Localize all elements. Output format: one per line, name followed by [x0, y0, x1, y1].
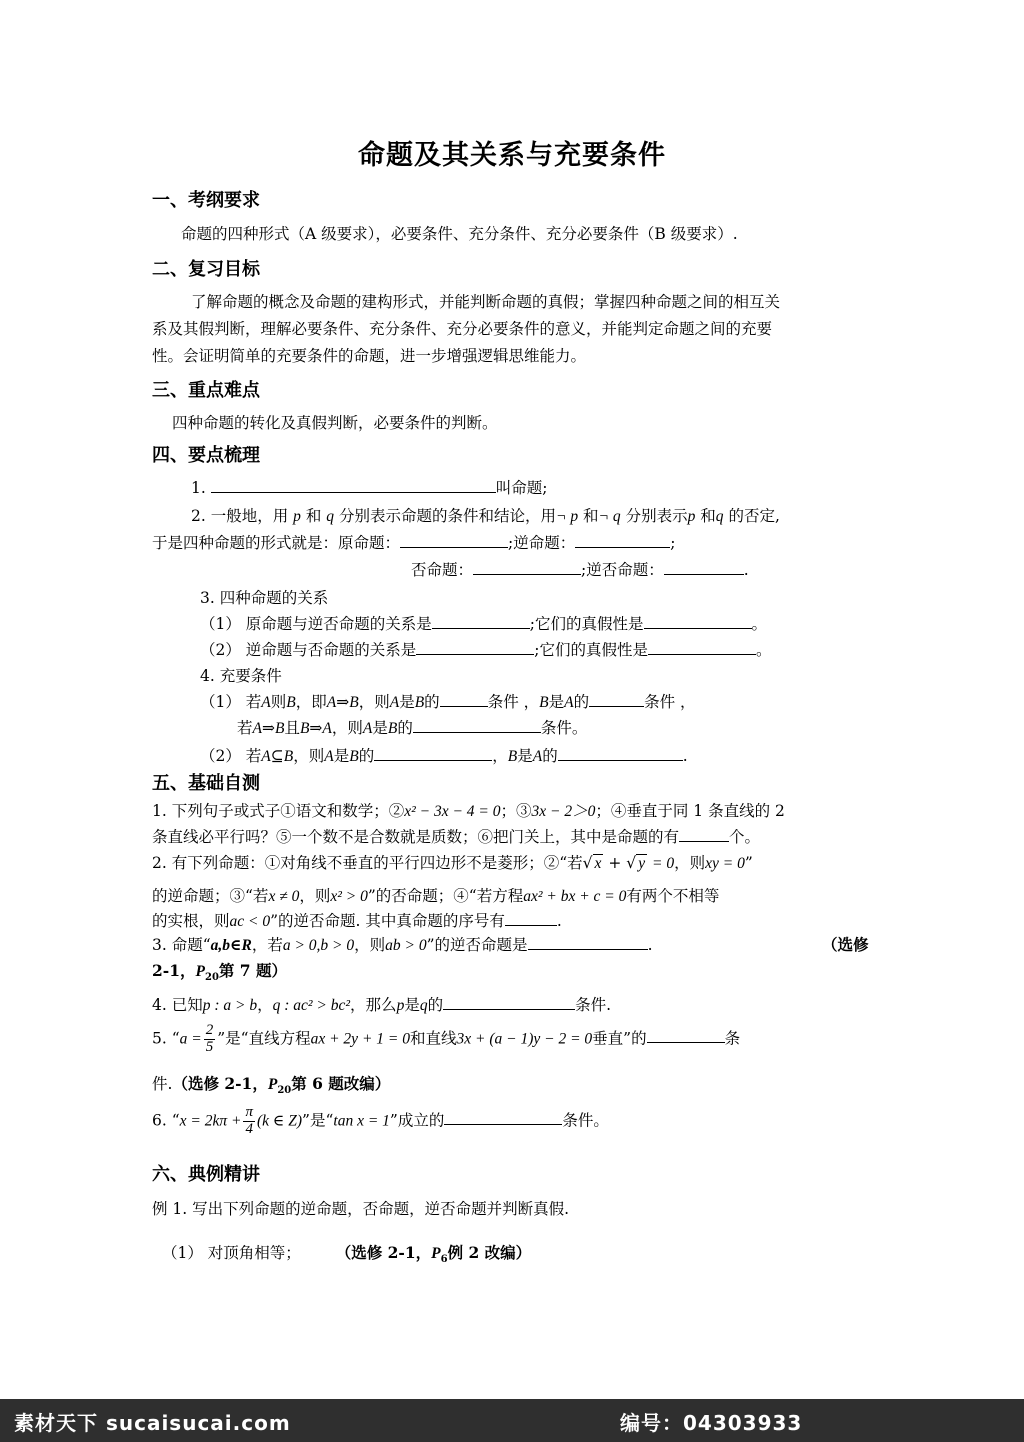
- text-run: ;: [670, 534, 676, 552]
- text-run: ，即: [295, 693, 327, 711]
- text-run: P: [267, 1076, 278, 1093]
- text-run: 有两个不相等: [626, 887, 720, 905]
- text-run: 是: [548, 693, 565, 711]
- q3-source-2: [152, 959, 287, 983]
- text-run: q: [326, 508, 335, 525]
- text-run: ，: [257, 996, 273, 1014]
- point-2-line-3: [411, 558, 749, 580]
- q3-source-1: （选修: [822, 935, 869, 954]
- text-run: ”的否命题；④“若方程: [367, 887, 524, 905]
- text-run: .: [743, 561, 749, 579]
- text-run: (k ∈ Z): [256, 1112, 303, 1130]
- text-run: ，则: [299, 887, 331, 905]
- q1-line-2: [152, 825, 760, 847]
- text-run: （1） 对顶角相等；: [162, 1244, 301, 1262]
- text-run: 的: [573, 693, 590, 711]
- text-run: ，则: [293, 747, 325, 765]
- section-3-text: 四种命题的转化及真假判断，必要条件的判断。: [172, 414, 498, 432]
- text-run: .: [647, 936, 653, 954]
- text-run: ”是“: [302, 1111, 334, 1130]
- text-run: 条: [724, 1029, 741, 1048]
- text-run: ，: [492, 747, 508, 765]
- point-4-1-line-2: [237, 716, 587, 738]
- text-run: .: [682, 747, 688, 765]
- text-run: ，则: [674, 854, 706, 872]
- subscript: 6: [440, 1254, 448, 1266]
- footer-code: 编号：04303933: [620, 1411, 803, 1435]
- fill-blank: [374, 745, 492, 761]
- text-run: 垂直”的: [592, 1029, 647, 1048]
- text-run: p: [396, 997, 405, 1014]
- text-run: 4: [245, 1120, 253, 1137]
- text-run: （2） 若: [200, 747, 262, 765]
- text-run: 2. 有下列命题：①对角线不垂直的平行四边形不是菱形；②“若: [152, 854, 583, 872]
- text-run: p : a > b: [202, 997, 258, 1014]
- text-run: a > 0,b > 0: [282, 937, 355, 954]
- fill-blank: [528, 934, 648, 950]
- section-heading-5: 五、基础自测: [152, 773, 260, 794]
- text-run: .: [556, 912, 562, 930]
- text-run: 的: [424, 693, 440, 711]
- fill-blank: [443, 994, 575, 1010]
- text-run: P: [431, 1245, 441, 1262]
- text-run: 5. “: [152, 1029, 180, 1048]
- text-run: （1） 原命题与逆否命题的关系是: [200, 615, 432, 633]
- text-run: （选修 2-1，: [335, 1243, 432, 1262]
- text-run: B: [539, 694, 549, 711]
- q2-line-3: [152, 909, 562, 931]
- text-run: 的: [397, 719, 413, 737]
- text-run: ，若: [251, 936, 283, 954]
- text-run: （选修 2-1，: [172, 1074, 268, 1093]
- point-2-line-1: [191, 504, 780, 526]
- text-run: y: [638, 855, 646, 872]
- fill-blank: [505, 910, 557, 926]
- text-run: 是: [404, 996, 420, 1014]
- text-run: q : ac² > bc²: [272, 997, 351, 1014]
- footer-site: 素材天下 sucaisucai.com: [14, 1411, 291, 1435]
- fill-blank: [644, 613, 752, 629]
- text-run: ¬ q: [598, 508, 621, 525]
- text-run: 分别表示: [625, 507, 688, 525]
- fill-blank: [575, 532, 670, 548]
- fill-blank: [664, 559, 744, 575]
- text-run: 条件。: [540, 719, 588, 737]
- text-run: A: [389, 694, 400, 711]
- fill-blank: [413, 717, 541, 733]
- text-run: q: [715, 508, 724, 525]
- text-run: ax² + bx + c = 0: [523, 888, 627, 905]
- q1-line-1: [152, 799, 785, 821]
- section-heading-3: 三、重点难点: [152, 380, 260, 401]
- text-run: p: [687, 508, 696, 525]
- watermark-footer: [0, 1399, 1024, 1442]
- text-run: ，则: [358, 693, 390, 711]
- text-run: 叫命题;: [495, 479, 548, 497]
- text-run: （2） 逆命题与否命题的关系是: [200, 641, 417, 659]
- text-run: A: [362, 720, 373, 737]
- text-run: 条件 ，: [644, 693, 696, 711]
- text-run: ac < 0: [229, 913, 271, 930]
- text-run: ”是“直线方程: [217, 1029, 311, 1048]
- text-run: B⇒A: [299, 720, 332, 737]
- text-run: 于是四种命题的形式就是：原命题：: [152, 534, 401, 552]
- fill-blank: [432, 613, 530, 629]
- text-run: 3. 命题“: [152, 936, 211, 954]
- text-run: 2-1，: [152, 961, 196, 980]
- text-run: B: [507, 748, 518, 765]
- text-run: 3x + (a − 1)y − 2 = 0: [456, 1030, 593, 1048]
- text-run: 2: [205, 1022, 214, 1038]
- text-run: ”的逆否命题. 其中真命题的序号有: [270, 912, 505, 930]
- text-run: 个。: [729, 828, 761, 846]
- text-run: ;逆否命题：: [581, 561, 664, 579]
- text-run: 且: [284, 719, 300, 737]
- text-run: = 0: [652, 855, 675, 872]
- text-run: ，则: [354, 936, 386, 954]
- text-run: q: [419, 997, 428, 1014]
- text-run: ，那么: [350, 996, 397, 1014]
- text-run: 是: [372, 719, 388, 737]
- text-run: 是: [333, 747, 350, 765]
- text-run: （1） 若: [200, 693, 262, 711]
- text-run: 是: [517, 747, 533, 765]
- text-run: ”: [744, 854, 753, 872]
- fraction: [204, 1023, 216, 1056]
- text-run: 条直线必平行吗？⑤一个数不是合数就是质数；⑥把门关上，其中是命题的有: [152, 828, 680, 846]
- fill-blank: [211, 477, 496, 493]
- text-run: a =: [179, 1030, 202, 1048]
- text-run: ，则: [331, 719, 363, 737]
- point-3-2: [200, 638, 772, 660]
- text-run: 。: [751, 615, 768, 633]
- text-run: 的: [358, 747, 375, 765]
- q3-line-1: [152, 933, 653, 955]
- text-run: ”的逆否命题是: [426, 936, 528, 954]
- page-title: 命题及其关系与充要条件: [358, 140, 666, 171]
- q2-line-1: 2. 有下列命题：①对角线不垂直的平行四边形不是菱形；②“若√ x + √ y = 0，则xy = 0”: [152, 854, 753, 872]
- text-run: A: [564, 694, 574, 711]
- fill-blank: [648, 639, 756, 655]
- text-run: x = 2kπ +: [179, 1112, 242, 1130]
- text-run: ¬ p: [556, 508, 579, 525]
- text-run: 条件.: [575, 996, 612, 1014]
- q6-line: [152, 1105, 609, 1138]
- text-run: 分别表示命题的条件和结论，用: [338, 507, 556, 525]
- text-run: B: [387, 720, 398, 737]
- text-run: 件.: [152, 1075, 173, 1093]
- fill-blank: [416, 639, 534, 655]
- section-1-text: 命题的四种形式（A 级要求），必要条件、充分条件、充分必要条件（B 级要求）.: [181, 225, 738, 243]
- text-run: 是: [399, 693, 415, 711]
- text-group: [172, 1074, 391, 1097]
- text-run: 和: [583, 507, 599, 525]
- fraction: [243, 1105, 255, 1138]
- text-run: 第 6 题改编）: [291, 1074, 391, 1093]
- text-run: 否命题：: [411, 561, 474, 579]
- text-run: 的逆命题；③“若: [152, 887, 269, 905]
- text-run: 和直线: [409, 1029, 457, 1048]
- fill-blank: [679, 826, 729, 842]
- text-run: A: [532, 748, 543, 765]
- text-run: p: [293, 508, 301, 525]
- text-run: ;逆命题：: [508, 534, 576, 552]
- point-4: 4. 充要条件: [200, 667, 282, 685]
- example-1: 例 1. 写出下列命题的逆命题，否命题，逆否命题并判断真假.: [152, 1200, 570, 1218]
- text-run: 若: [237, 719, 253, 737]
- text-run: ;它们的真假性是: [534, 641, 649, 659]
- text-run: +: [608, 854, 622, 872]
- section-heading-1: 一、考纲要求: [152, 190, 260, 211]
- point-3-1: [200, 612, 767, 634]
- q5-line-2: [152, 1072, 390, 1096]
- text-run: 2. 一般地，用: [191, 507, 289, 525]
- q2-line-2: [152, 884, 719, 906]
- fill-blank: [444, 1109, 562, 1125]
- text-run: 5: [205, 1038, 214, 1055]
- text-run: B: [349, 748, 359, 765]
- q4-line: [152, 993, 611, 1015]
- example-1-item-1: [162, 1241, 531, 1265]
- text-group: [335, 1243, 532, 1266]
- text-run: 条件。: [562, 1111, 609, 1130]
- text-run: 的否定,: [728, 507, 780, 525]
- point-3: 3. 四种命题的关系: [200, 589, 329, 607]
- text-run: ax + 2y + 1 = 0: [310, 1030, 410, 1048]
- text-run: ab > 0: [385, 937, 427, 954]
- text-run: 3x − 2＞0: [531, 803, 596, 820]
- text-run: 1. 下列句子或式子①语文和数学；②: [152, 802, 405, 820]
- subscript: 20: [204, 972, 219, 984]
- fill-blank: [400, 532, 508, 548]
- fill-blank: [647, 1027, 725, 1043]
- text-run: B: [414, 694, 425, 711]
- text-run: A: [261, 694, 271, 711]
- point-2-line-2: [152, 531, 675, 553]
- fill-blank: [558, 745, 683, 761]
- text-run: ；③: [500, 802, 532, 820]
- section-2-line-3: 性。会证明简单的充要条件的命题，进一步增强逻辑思维能力。: [152, 347, 587, 365]
- text-run: π: [245, 1104, 253, 1120]
- text-run: B: [286, 694, 296, 711]
- text-run: 例 2 改编）: [447, 1243, 532, 1262]
- text-run: x: [594, 855, 602, 872]
- text-run: x ≠ 0: [268, 888, 300, 905]
- text-run: A⇒B: [326, 694, 359, 711]
- text-run: P: [195, 963, 205, 980]
- text-run: ”成立的: [389, 1111, 445, 1130]
- text-run: 条件 ，: [487, 693, 540, 711]
- text-run: A⊆B: [261, 748, 294, 765]
- text-run: A: [324, 748, 334, 765]
- text-run: 第 7 题）: [218, 961, 287, 980]
- text-run: ；④垂直于同 1 条直线的 2: [595, 802, 785, 820]
- point-4-2: [200, 744, 688, 766]
- text-run: 。: [756, 641, 772, 659]
- fill-blank: [473, 559, 581, 575]
- section-2-line-2: 系及其假判断，理解必要条件、充分条件、充分必要条件的意义，并能判定命题之间的充要: [152, 320, 773, 338]
- text-run: 则: [270, 693, 287, 711]
- text-run: 的: [427, 996, 444, 1014]
- text-run: 和: [305, 507, 322, 525]
- section-heading-4: 四、要点梳理: [152, 445, 260, 466]
- text-run: x² > 0: [330, 888, 368, 905]
- point-4-1: [200, 690, 696, 712]
- text-run: a,b∈R: [210, 937, 252, 954]
- point-1: [191, 476, 547, 498]
- text-run: 6. “: [152, 1111, 180, 1130]
- subscript: 20: [277, 1085, 292, 1097]
- fill-blank: [440, 691, 488, 707]
- text-run: 和: [700, 507, 716, 525]
- text-run: A⇒B: [252, 720, 285, 737]
- text-run: xy = 0: [705, 855, 745, 872]
- section-2-line-1: 了解命题的概念及命题的建构形式，并能判断命题的真假；掌握四种命题之间的相互关: [191, 293, 781, 311]
- text-run: 的实根，则: [152, 912, 230, 930]
- text-run: 的: [542, 747, 558, 765]
- section-heading-2: 二、复习目标: [152, 259, 260, 280]
- text-run: x² − 3x − 4 = 0: [404, 803, 501, 820]
- text-run: 4. 已知: [152, 996, 203, 1014]
- text-run: tan x = 1: [333, 1112, 390, 1130]
- text-run: 1.: [191, 479, 206, 497]
- text-run: ;它们的真假性是: [529, 615, 644, 633]
- q5-line-1: [152, 1023, 740, 1056]
- fill-blank: [589, 691, 644, 707]
- section-heading-6: 六、典例精讲: [152, 1164, 260, 1185]
